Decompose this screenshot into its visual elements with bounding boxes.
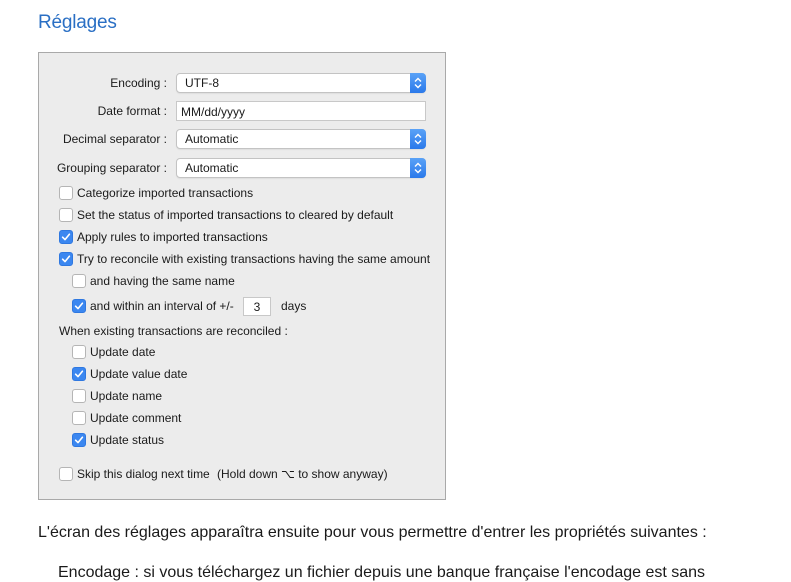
date-format-row xyxy=(39,101,445,123)
reconciled-section xyxy=(39,321,445,343)
reconcile-checkbox[interactable] xyxy=(59,252,73,266)
reconciled-section-title: When existing transactions are reconciled : xyxy=(59,324,288,338)
update-value-date-label: Update value date xyxy=(90,367,188,381)
same-name-label: and having the same name xyxy=(90,274,235,288)
date-format-field[interactable] xyxy=(176,101,426,121)
update-name-checkbox[interactable] xyxy=(72,389,86,403)
update-comment-checkbox[interactable] xyxy=(72,411,86,425)
select-arrows-icon xyxy=(410,158,426,178)
skip-dialog-checkbox[interactable] xyxy=(59,467,73,481)
checkmark-icon xyxy=(74,369,84,379)
grouping-separator-value: Automatic xyxy=(185,161,239,175)
checkmark-icon xyxy=(74,435,84,445)
categorize-checkbox[interactable] xyxy=(59,186,73,200)
update-name-label: Update name xyxy=(90,389,163,403)
checkmark-icon xyxy=(61,254,71,264)
same-name-checkbox[interactable] xyxy=(72,274,86,288)
date-format-value: MM/dd/yyyy xyxy=(181,105,246,119)
decimal-separator-select[interactable] xyxy=(176,129,426,149)
checkmark-icon xyxy=(61,232,71,242)
categorize-option[interactable] xyxy=(39,183,445,205)
update-comment-option[interactable] xyxy=(39,408,445,430)
interval-checkbox[interactable] xyxy=(72,299,86,313)
description-paragraph: L'écran des réglages apparaîtra ensuite pour vous permettre d'entrer les propriétés suivantes : xyxy=(38,524,707,541)
select-arrows-icon xyxy=(410,73,426,93)
encoding-select[interactable] xyxy=(176,73,426,93)
update-value-date-checkbox[interactable] xyxy=(72,367,86,381)
select-arrows-icon xyxy=(410,129,426,149)
cleared-status-label: Set the status of imported transactions to cleared by default xyxy=(77,208,394,222)
reconcile-option[interactable] xyxy=(39,249,445,271)
apply-rules-option[interactable] xyxy=(39,227,445,249)
grouping-separator-label: Grouping separator : xyxy=(56,161,167,175)
skip-dialog-label: Skip this dialog next time xyxy=(77,467,210,481)
apply-rules-checkbox[interactable] xyxy=(59,230,73,244)
interval-days-value: 3 xyxy=(253,300,261,314)
encoding-row xyxy=(39,73,445,95)
reconcile-label: Try to reconcile with existing transactions having the same amount xyxy=(77,252,431,266)
apply-rules-label: Apply rules to imported transactions xyxy=(77,230,268,244)
page-title: Réglages xyxy=(38,12,117,33)
interval-option xyxy=(39,296,445,318)
skip-dialog-option[interactable] xyxy=(39,464,445,486)
interval-label: and within an interval of +/- xyxy=(90,299,234,313)
update-comment-label: Update comment xyxy=(90,411,182,425)
update-status-label: Update status xyxy=(90,433,165,447)
encoding-paragraph: Encodage : si vous téléchargez un fichier depuis une banque française l'encodage est sans xyxy=(58,564,706,581)
cleared-status-option[interactable] xyxy=(39,205,445,227)
same-name-option[interactable] xyxy=(39,271,445,293)
update-date-option[interactable] xyxy=(39,342,445,364)
update-date-label: Update date xyxy=(90,345,156,359)
decimal-separator-row xyxy=(39,129,445,151)
interval-unit-label: days xyxy=(281,299,307,313)
grouping-separator-select[interactable] xyxy=(176,158,426,178)
update-value-date-option[interactable] xyxy=(39,364,445,386)
import-settings-dialog xyxy=(38,52,446,500)
update-date-checkbox[interactable] xyxy=(72,345,86,359)
categorize-label: Categorize imported transactions xyxy=(77,186,254,200)
skip-dialog-hint: (Hold down ⌥ to show anyway) xyxy=(217,467,388,481)
checkmark-icon xyxy=(74,301,84,311)
date-format-label: Date format : xyxy=(97,104,167,118)
grouping-separator-row xyxy=(39,158,445,180)
decimal-separator-value: Automatic xyxy=(185,132,239,146)
encoding-label: Encoding : xyxy=(110,76,167,90)
interval-days-field[interactable] xyxy=(243,297,271,316)
update-name-option[interactable] xyxy=(39,386,445,408)
update-status-checkbox[interactable] xyxy=(72,433,86,447)
update-status-option[interactable] xyxy=(39,430,445,452)
cleared-status-checkbox[interactable] xyxy=(59,208,73,222)
decimal-separator-label: Decimal separator : xyxy=(62,132,167,146)
encoding-value: UTF-8 xyxy=(185,76,219,90)
